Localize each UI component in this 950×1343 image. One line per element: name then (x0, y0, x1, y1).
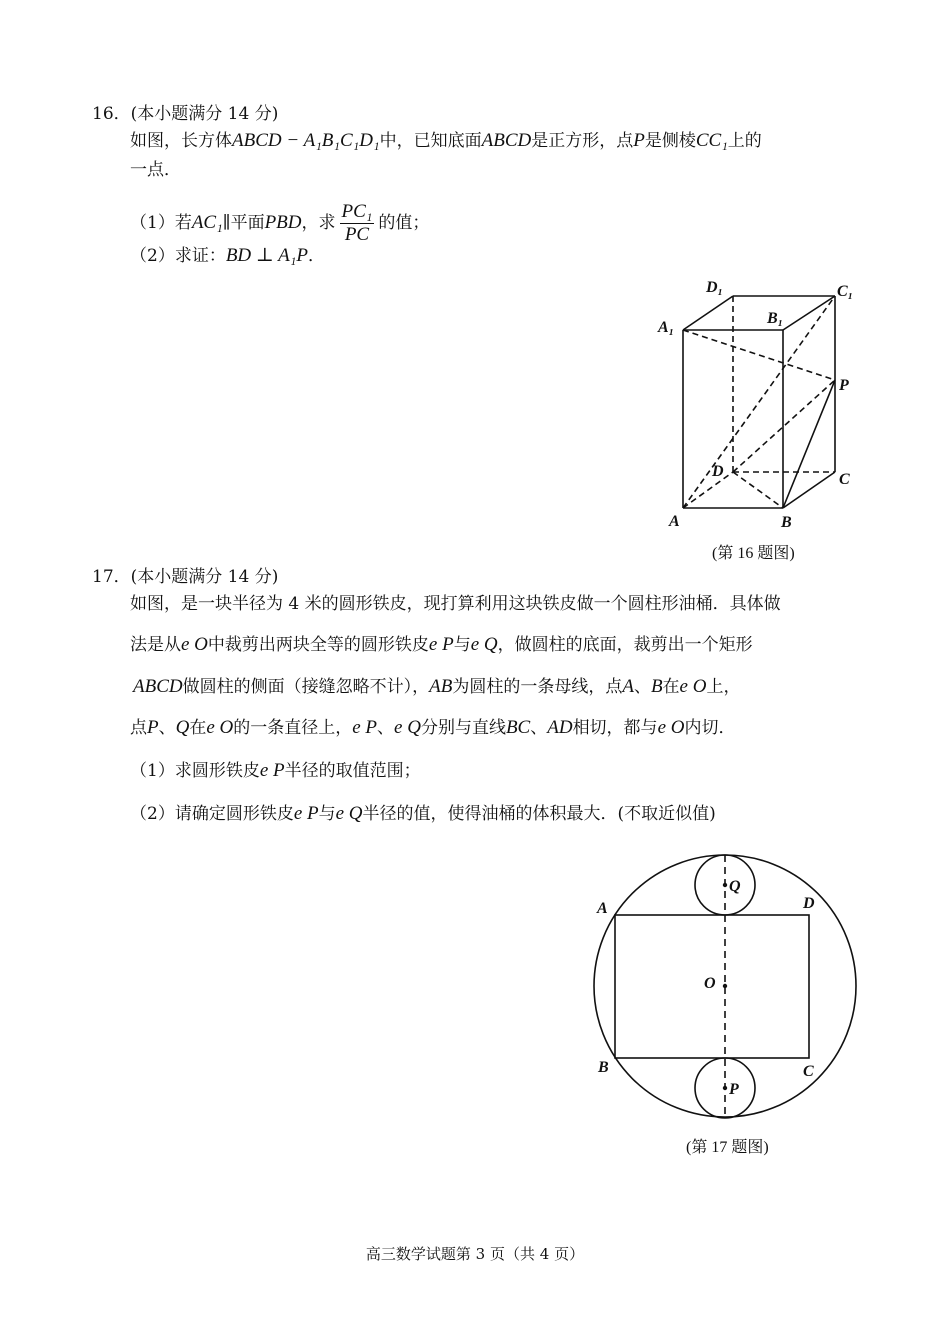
q16-text: 是侧棱 (644, 131, 696, 151)
q16-fraction (340, 201, 375, 246)
q16-text: 是正方形，点 (531, 131, 634, 151)
circle-o-ref: e O (206, 717, 234, 738)
q16-edge: CC₁ (695, 130, 728, 151)
q17-line4 (130, 716, 735, 740)
label-d: D (803, 895, 815, 912)
circle-q-ref: e Q (335, 803, 363, 824)
circle-o-ref: e O (679, 676, 707, 697)
q17-text: 、 (377, 718, 395, 738)
label-a: A (597, 900, 608, 917)
point-q-ref: Q (175, 717, 190, 738)
circle-p-ref: e P (293, 803, 319, 824)
fraction-denominator: PC (344, 224, 370, 245)
q16-text: （2）求证： (130, 246, 226, 266)
label-b1: B₁ (767, 310, 784, 327)
q17-text: 点 (130, 718, 147, 738)
q17-text: 法是从 (130, 635, 181, 655)
hidden-diagonal-a-c1 (683, 296, 835, 508)
label-b: B (598, 1059, 609, 1076)
q17-text: 分别与直线 (420, 718, 506, 738)
rectangle-ref: ABCD (133, 676, 183, 697)
q17-text: 做圆柱的侧面（接缝忽略不计）， (182, 677, 430, 697)
q17-text: 与 (318, 804, 336, 824)
edge-a1-d1 (683, 296, 733, 330)
circle-q-ref: e Q (394, 717, 421, 738)
q17-text: 在 (189, 718, 207, 738)
hidden-segment-d-p (733, 380, 835, 472)
label-c1: C₁ (837, 283, 854, 300)
q16-intro-line2: 一点． (130, 160, 181, 180)
q17-caption: (第 17 题图) (686, 1139, 769, 1156)
label-b: B (781, 514, 792, 531)
label-c: C (839, 471, 850, 488)
q16-box-name: ABCD − A₁B₁C₁D₁ (232, 130, 380, 151)
q16-text: ． (308, 246, 325, 266)
q16-text: 的值； (378, 213, 430, 233)
q17-text: （2）请确定圆形铁皮 (130, 804, 294, 824)
q17-part2 (130, 802, 716, 826)
q17-text: 半径的值，使得油桶的体积最大．(不取近似值) (362, 804, 716, 824)
label-c: C (803, 1063, 814, 1080)
fraction-numerator: PC₁ (341, 201, 373, 222)
circle-q-ref: e Q (470, 634, 498, 655)
q17-line3 (133, 675, 740, 699)
q17-text: 、 (633, 677, 651, 697)
q16-expression: BD ⊥ A₁P (225, 245, 308, 266)
q16-part1 (130, 198, 429, 248)
circle-p-ref: e P (428, 634, 454, 655)
center-q-dot (723, 883, 727, 887)
q17-text: 上， (706, 677, 741, 697)
hidden-edge-a-d (683, 472, 733, 508)
q17-part1 (130, 759, 421, 783)
label-a: A (669, 513, 680, 530)
q17-line2 (130, 633, 753, 657)
label-p: P (839, 377, 849, 394)
q17-text: 的一条直径上， (233, 718, 353, 738)
q17-text: 、 (158, 718, 176, 738)
hidden-segment-a1-p (683, 330, 835, 380)
q17-text: 在 (662, 677, 680, 697)
segment-b-p (783, 380, 835, 508)
line-ad-ref: AD (547, 717, 573, 738)
q16-text: ∥平面 (222, 213, 265, 233)
label-d: D (712, 463, 724, 480)
q16-part2 (130, 244, 325, 268)
q16-base: ABCD (481, 130, 532, 151)
center-o-dot (723, 984, 727, 988)
segment-ab-ref: AB (429, 676, 453, 697)
circle-o-ref: e O (181, 634, 208, 655)
q17-text: ，做圆柱的底面，裁剪出一个矩形 (497, 635, 753, 655)
q16-line-ac1: AC₁ (191, 212, 223, 233)
q17-text: 为圆柱的一条母线，点 (452, 677, 623, 697)
q17-header: 17．(本小题满分 14 分) (92, 567, 279, 587)
q16-text: （1）若 (130, 213, 192, 233)
label-o: O (704, 975, 716, 992)
center-p-dot (723, 1086, 727, 1090)
circle-p-ref: e P (259, 760, 285, 781)
q16-header: 16．(本小题满分 14 分) (92, 104, 279, 124)
q16-point: P (633, 130, 645, 151)
label-d1: D₁ (706, 279, 724, 296)
point-a-ref: A (622, 676, 634, 697)
q16-plane: PBD (264, 212, 302, 233)
point-p-ref: P (147, 717, 159, 738)
hidden-diagonal-b-d (733, 472, 783, 508)
circle-p-ref: e P (352, 717, 378, 738)
point-b-ref: B (650, 676, 663, 697)
q16-text: 中，已知底面 (379, 131, 482, 151)
line-bc-ref: BC (505, 717, 531, 738)
q17-figure (585, 845, 870, 1135)
q17-text: 相切，都与 (572, 718, 658, 738)
q17-text: 与 (453, 635, 471, 655)
q16-text: 如图，长方体 (130, 131, 232, 151)
q16-figure (650, 270, 870, 540)
q16-intro-line1 (130, 129, 762, 153)
circle-o-ref: e O (657, 717, 685, 738)
q17-text: 中裁剪出两块全等的圆形铁皮 (207, 635, 429, 655)
q17-line1: 如图，是一块半径为 4 米的圆形铁皮，现打算利用这块铁皮做一个圆柱形油桶．具体做 (130, 594, 781, 614)
q17-text: 、 (530, 718, 548, 738)
label-p: P (729, 1081, 739, 1098)
q16-text: 上的 (727, 131, 762, 151)
q17-text: 半径的取值范围； (284, 761, 421, 781)
q17-text: 内切． (684, 718, 736, 738)
q17-text: （1）求圆形铁皮 (130, 761, 260, 781)
edge-b1-c1 (783, 296, 835, 330)
label-a1: A₁ (658, 319, 675, 336)
q16-text: ，求 (301, 213, 336, 233)
page-footer: 高三数学试题第 3 页（共 4 页） (365, 1245, 585, 1263)
label-q: Q (729, 878, 741, 895)
q16-caption: (第 16 题图) (712, 545, 795, 562)
